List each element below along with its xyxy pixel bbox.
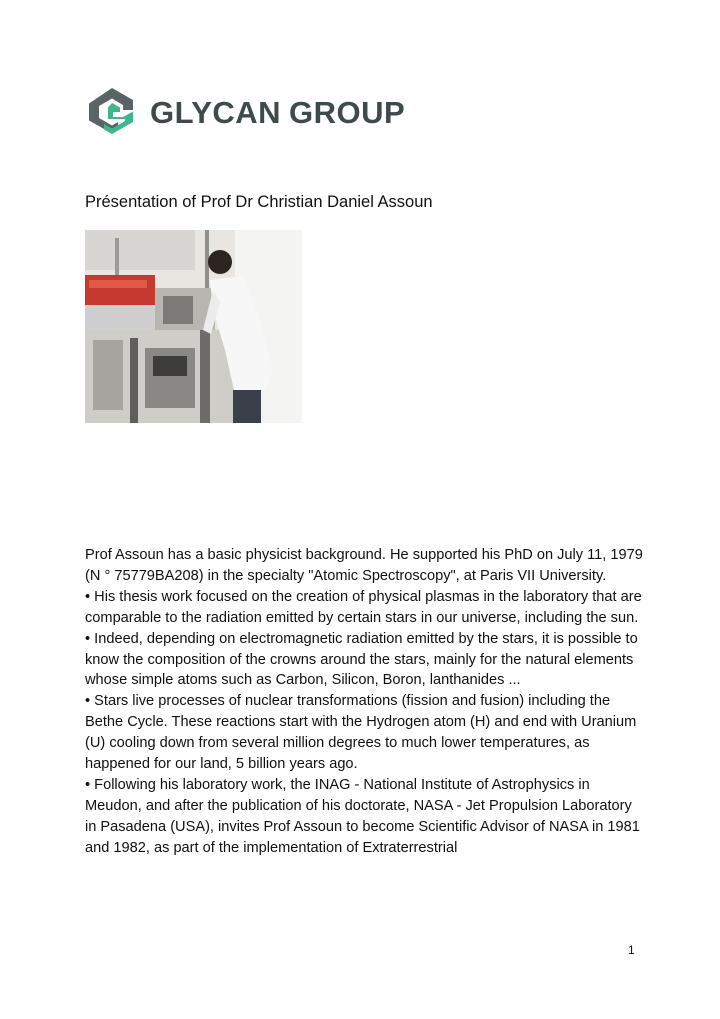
page-title: Présentation of Prof Dr Christian Daniel Assoun (85, 193, 433, 211)
body-text (85, 545, 645, 859)
paragraph: • Stars live processes of nuclear transformations (fission and fusion) including the Bethe Cycle. These reactions start with the Hydrogen atom (H) and end with Uranium (U) cooling down from several million degrees to much lower temperatures, as happened for our land, 5 billion years ago. (85, 693, 637, 773)
laboratory-photo (85, 230, 302, 423)
paragraph: • His thesis work focused on the creation of physical plasmas in the laboratory that are comparable to the radiation emitted by certain stars in our universe, including the sun. (85, 588, 642, 626)
paragraph: Prof Assoun has a basic physicist background. He supported his PhD on July 11, 1979 (N ° 75779BA208) in the specialty "Atomic Spectroscopy", at Paris VII University. (85, 547, 643, 584)
paragraph: • Indeed, depending on electromagnetic radiation emitted by the stars, it is possible to know the composition of the crowns around the stars, mainly for the natural elements whose simple atoms such as Carbon, Silicon, Boron, lanthanides ... (85, 630, 638, 689)
paragraph: • Following his laboratory work, the INAG - National Institute of Astrophysics in Meudon, and after the publication of his doctorate, NASA - Jet Propulsion Laboratory in Pasadena (USA), invites Prof Assoun to become Scientific Advisor of NASA in 1981 and 1982, as part of the implementation of Extraterrestrial (85, 776, 640, 856)
logo-word-glycan: GLYCAN (150, 94, 282, 130)
page-number: 1 (628, 943, 635, 957)
glycan-group-logo-mark-icon (84, 84, 140, 140)
logo-word-group: GROUP (289, 94, 406, 130)
company-logo (84, 84, 405, 140)
